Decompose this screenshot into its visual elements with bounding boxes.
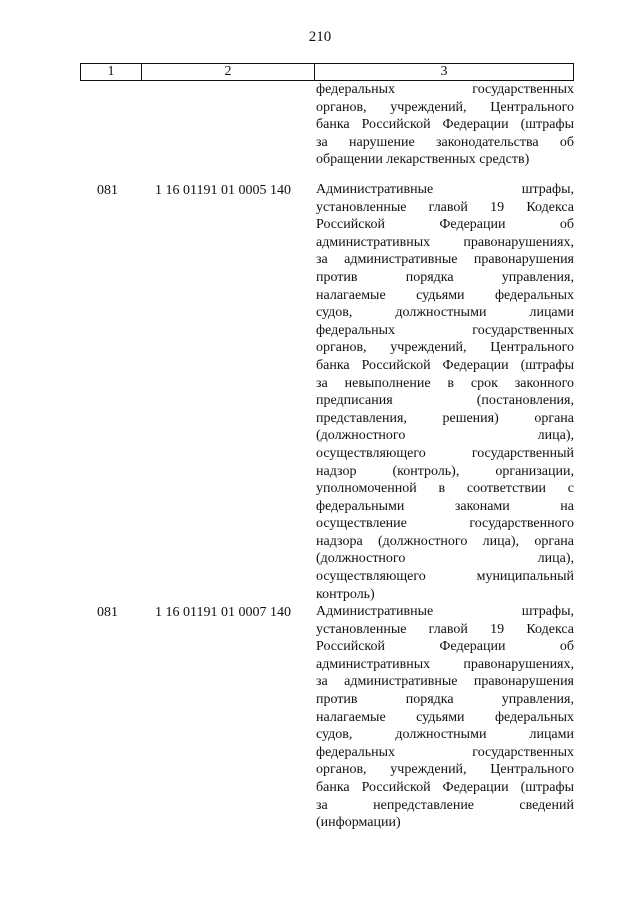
text-line: судов, должностными лицами <box>316 305 574 321</box>
text-line: налагаемые судьями федеральных <box>316 709 574 725</box>
text-line: контроль) <box>316 586 375 602</box>
text-line: против порядка управления, <box>316 691 574 707</box>
text-line: Административные штрафы, <box>316 182 574 197</box>
text-line: налагаемые судьями федеральных <box>316 287 574 303</box>
text-line: осуществление государственного <box>316 516 574 532</box>
continuation-text <box>316 81 574 169</box>
text-line: за нарушение законодательства об <box>316 134 574 150</box>
header-col-2: 2 <box>142 64 315 80</box>
header-col-3: 3 <box>440 64 448 79</box>
row-2-description <box>316 603 574 832</box>
text-line: против порядка управления, <box>316 269 574 285</box>
text-line: установленные главой 19 Кодекса <box>316 199 574 215</box>
text-line: за невыполнение в срок законного <box>316 375 574 391</box>
text-line: органов, учреждений, Центрального <box>316 340 574 356</box>
text-line: установленные главой 19 Кодекса <box>316 621 574 637</box>
text-line: банка Российской Федерации (штрафы <box>316 117 574 133</box>
table-header <box>80 63 574 81</box>
text-line: административных правонарушениях, <box>316 656 574 672</box>
text-line: (должностного лица), <box>316 551 574 567</box>
row-1-admin-code: 081 <box>97 183 118 198</box>
text-line: за административные правонарушения <box>316 252 574 268</box>
text-line: банка Российской Федерации (штрафы <box>316 779 574 795</box>
text-line: надзор (контроль), организации, <box>316 463 574 479</box>
text-line: органов, учреждений, Центрального <box>316 762 574 778</box>
text-line: представления, решения) органа <box>316 410 574 426</box>
header-col-1: 1 <box>81 64 142 80</box>
row-2-admin-code: 081 <box>97 605 118 620</box>
text-line: (информации) <box>316 815 401 831</box>
text-line: за административные правонарушения <box>316 674 574 690</box>
text-line: надзора (должностного лица), органа <box>316 533 574 549</box>
text-line: Российской Федерации об <box>316 217 574 233</box>
text-line: федеральных государственных <box>316 322 574 338</box>
page-number: 210 <box>308 29 332 45</box>
text-line: за непредставление сведений <box>316 797 574 813</box>
text-line: федеральных государственных <box>316 744 574 760</box>
text-line: федеральных государственных <box>316 82 574 97</box>
text-line: административных правонарушениях, <box>316 234 574 250</box>
text-line: банка Российской Федерации (штрафы <box>316 357 574 373</box>
row-2-kbk-code: 1 16 01191 01 0007 140 <box>155 605 291 620</box>
text-line: Административные штрафы, <box>316 604 574 619</box>
row-1-description <box>316 181 574 603</box>
text-line: судов, должностными лицами <box>316 727 574 743</box>
text-line: органов, учреждений, Центрального <box>316 99 574 115</box>
row-1-kbk-code: 1 16 01191 01 0005 140 <box>155 183 291 198</box>
text-line: уполномоченной в соответствии с <box>316 481 574 497</box>
text-line: федеральными законами на <box>316 498 574 514</box>
text-line: предписания (постановления, <box>316 393 574 409</box>
text-line: Российской Федерации об <box>316 639 574 655</box>
text-line: обращении лекарственных средств) <box>316 152 530 168</box>
text-line: осуществляющего муниципальный <box>316 569 574 585</box>
text-line: осуществляющего государственный <box>316 445 574 461</box>
text-line: (должностного лица), <box>316 428 574 444</box>
